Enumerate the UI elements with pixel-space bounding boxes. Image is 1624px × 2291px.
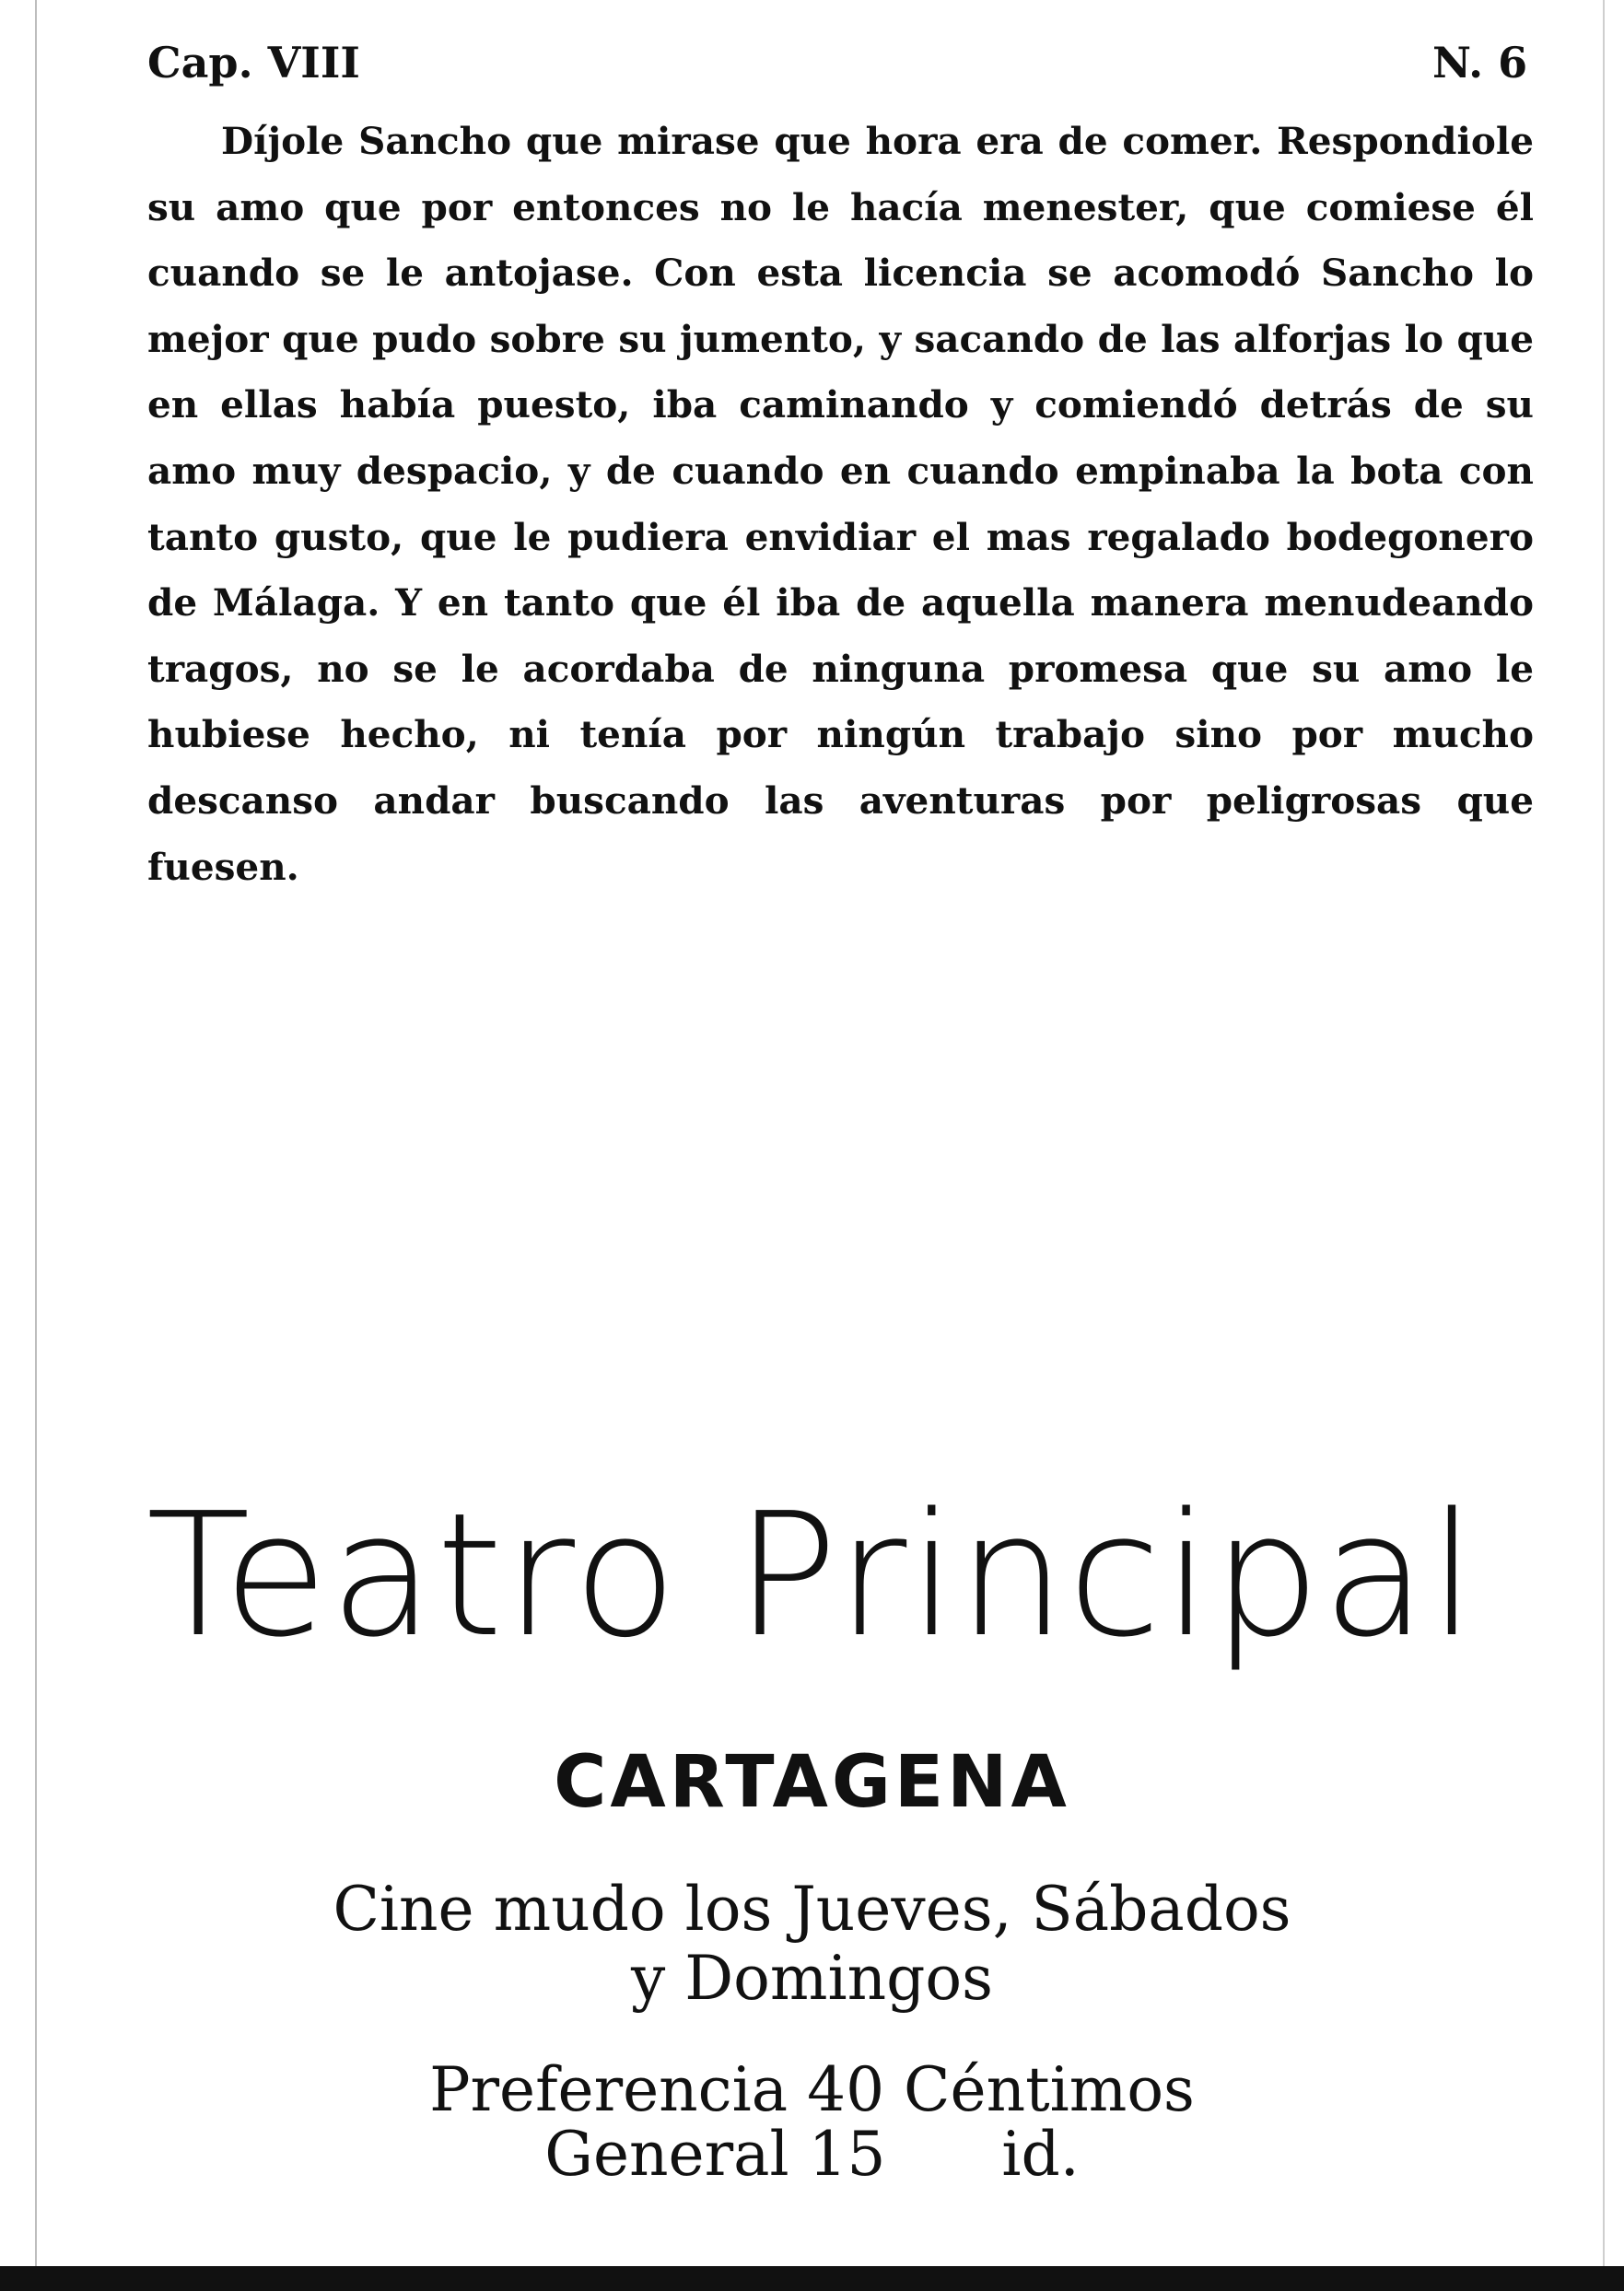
advert-price-line-2: General 15 id. (544, 2119, 1080, 2190)
scan-bottom-border (0, 2266, 1624, 2291)
advert-schedule-line-1: Cine mudo los Jueves, Sábados (333, 1874, 1291, 1945)
advert-schedule-line-2: y Domingos (631, 1943, 993, 2014)
advert-title: Teatro Principal (146, 1476, 1478, 1675)
body-paragraph: Díjole Sancho que mirase que hora era de comer. Respondiole su amo que por entonces no le hacía menester, que comiese él cuando se le antojase. Con esta licencia se acomodó Sancho lo mejor que pudo sobre su jumento, y sacando de las alforjas lo que en ellas había puesto, iba caminando y comiendó detrás de su amo muy despacio, y de cuando en cuando empinaba la bota con tanto gusto, que le pudiera envidiar el mas regalado bodegonero de Málaga. Y en tanto que él iba de aquella manera menudeando tragos, no se le acordaba de ninguna promesa que su amo le hubiese hecho, ni tenía por ningún trabajo sino por mucho descanso andar buscando las aventuras por peligrosas que fuesen. (147, 119, 1534, 889)
page-number-label: N. 6 (1432, 38, 1528, 88)
chapter-label: Cap. VIII (147, 38, 360, 88)
advert-price-line-1: Preferencia 40 Céntimos (429, 2054, 1195, 2125)
advert-city: CARTAGENA (554, 1741, 1070, 1824)
